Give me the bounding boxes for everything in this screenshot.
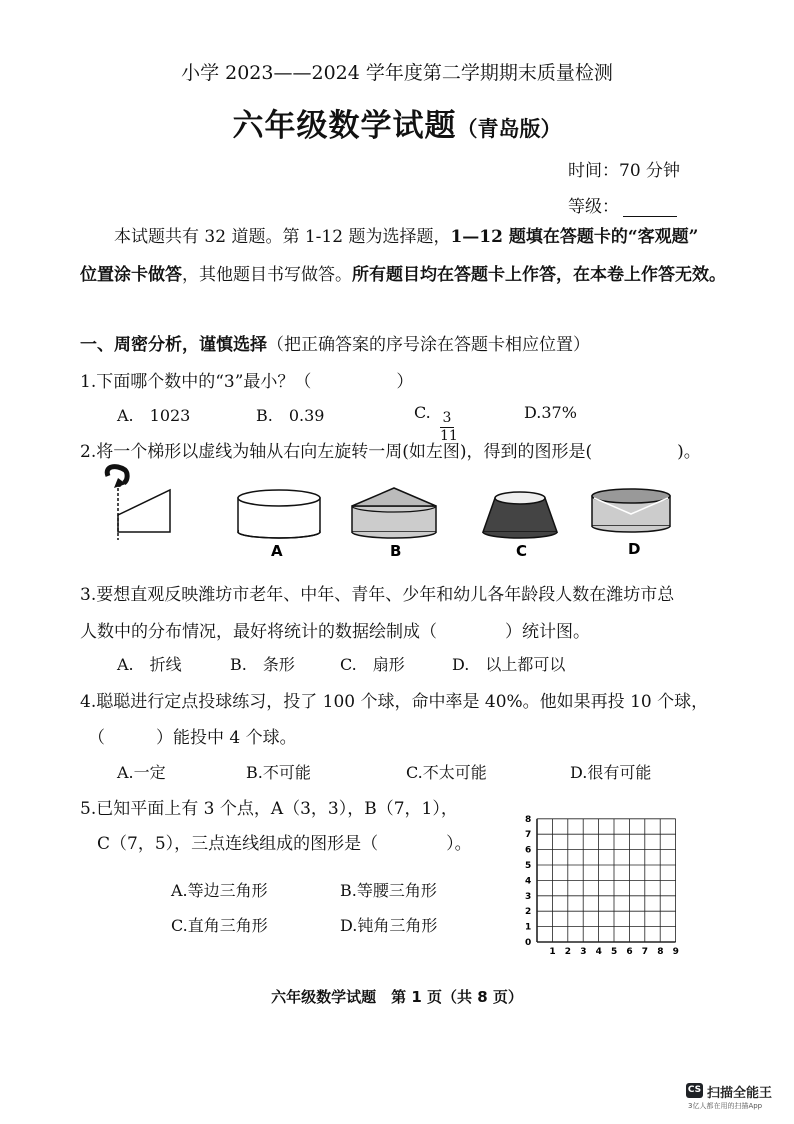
question-5-stem-line1: 5.已知平面上有 3 个点，A（3，3），B（7，1）， (80, 799, 458, 819)
question-1-stem: 1.下面哪个数中的“3”最小？（ ） (80, 372, 414, 392)
option-a-label: A (271, 542, 283, 560)
grid-y-tick-label: 4 (525, 876, 532, 887)
option-b-label: B (390, 542, 402, 560)
question-4-stem-line2: （ ）能投中 4 个球。 (88, 728, 297, 748)
section-heading-title: 一、周密分析，谨慎选择 (80, 335, 267, 355)
q3-option-d: D. 以上都可以 (452, 655, 566, 674)
option-c-label: C (516, 542, 528, 560)
grid-x-tick-label: 2 (564, 947, 572, 957)
grid-y-tick-label: 3 (525, 891, 532, 902)
q1-option-a: A. 1023 (117, 406, 191, 425)
question-3-stem-line1: 3.要想直观反映潍坊市老年、中年、青年、少年和幼儿各年龄段人数在潍坊市总 (80, 585, 675, 605)
q5-option-a: A.等边三角形 (171, 881, 268, 900)
exam-subtitle: 小学 2023——2024 学年度第二学期期末质量检测 (181, 62, 613, 84)
option-d-cylinder-cavity (592, 489, 670, 532)
q4-option-c: C.不太可能 (406, 763, 487, 782)
exam-edition: （青岛版） (456, 116, 562, 141)
grid-x-tick-label: 3 (580, 947, 587, 957)
grid-x-tick-label: 7 (641, 947, 649, 957)
camscanner-tagline: 3亿人都在用的扫描App (688, 1102, 763, 1110)
instructions-part3: 位置涂卡做答 (80, 265, 182, 285)
trapezoid-rotation-figure (107, 467, 170, 540)
option-b-cylinder-cone (352, 488, 436, 538)
q3-option-c: C. 扇形 (340, 655, 405, 674)
q1-option-d: D.37% (524, 403, 577, 422)
q1-option-c: C. (414, 403, 431, 422)
grid-x-tick-label: 6 (626, 947, 633, 957)
q5-option-b: B.等腰三角形 (340, 881, 437, 900)
q4-option-d: D.很有可能 (570, 763, 652, 782)
question-3-stem-line2: 人数中的分布情况，最好将统计的数据绘制成（ ）统计图。 (80, 622, 590, 642)
q4-option-a: A.一定 (117, 763, 166, 782)
instructions-part2: 1—12 题填在答题卡的“客观题” (450, 227, 699, 247)
grid-x-tick-label: 4 (595, 947, 602, 957)
exam-time: 时间：70 分钟 (568, 161, 681, 181)
page-footer: 六年级数学试题 第 1 页（共 8 页） (271, 988, 523, 1006)
question-5-stem-line2: C（7，5），三点连线组成的图形是（ ）。 (97, 834, 472, 854)
grid-x-tick-label: 9 (672, 947, 679, 957)
q3-option-b: B. 条形 (230, 655, 295, 674)
option-c-frustum (483, 492, 557, 538)
section-heading-note: （把正确答案的序号涂在答题卡相应位置） (267, 335, 590, 355)
q4-option-b: B.不可能 (246, 763, 311, 782)
camscanner-logo-icon: CS (686, 1083, 703, 1098)
fraction-numerator: 3 (442, 410, 452, 426)
q5-option-c: C.直角三角形 (171, 916, 268, 935)
grid-y-tick-label: 0 (525, 938, 532, 948)
camscanner-name: 扫描全能王 (707, 1086, 773, 1101)
instructions-part1: 本试题共有 32 道题。第 1-12 题为选择题， (114, 227, 451, 247)
question-4-stem-line1: 4.聪聪进行定点投球练习，投了 100 个球，命中率是 40%。他如果再投 10 个球， (80, 692, 709, 712)
exam-title-text: 六年级数学试题 (232, 108, 457, 144)
q1-option-b: B. 0.39 (256, 406, 325, 425)
grid-y-tick-label: 1 (525, 922, 532, 933)
grid-x-tick-label: 5 (611, 947, 618, 957)
fraction-denominator: 11 (440, 428, 458, 444)
grade-label: 等级： (568, 197, 619, 217)
option-d-label: D (628, 540, 641, 558)
option-a-cylinder (238, 490, 320, 538)
grid-x-tick-label: 8 (657, 947, 664, 957)
grid-y-tick-label: 2 (525, 907, 532, 918)
grid-x-tick-label: 1 (549, 947, 556, 957)
coordinate-grid (525, 815, 679, 957)
question-2-stem: 2.将一个梯形以虚线为轴从右向左旋转一周(如左图)，得到的图形是( )。 (80, 442, 701, 462)
grid-y-tick-label: 5 (525, 861, 532, 871)
instructions-part4: ，其他题目书写做答。 (182, 265, 352, 285)
q5-option-d: D.钝角三角形 (340, 916, 438, 935)
q3-option-a: A. 折线 (117, 655, 182, 674)
grid-y-tick-label: 8 (525, 814, 532, 825)
grid-y-tick-label: 6 (525, 845, 532, 856)
instructions-part5: 所有题目均在答题卡上作答，在本卷上作答无效。 (352, 265, 726, 285)
grid-y-tick-label: 7 (525, 830, 532, 841)
